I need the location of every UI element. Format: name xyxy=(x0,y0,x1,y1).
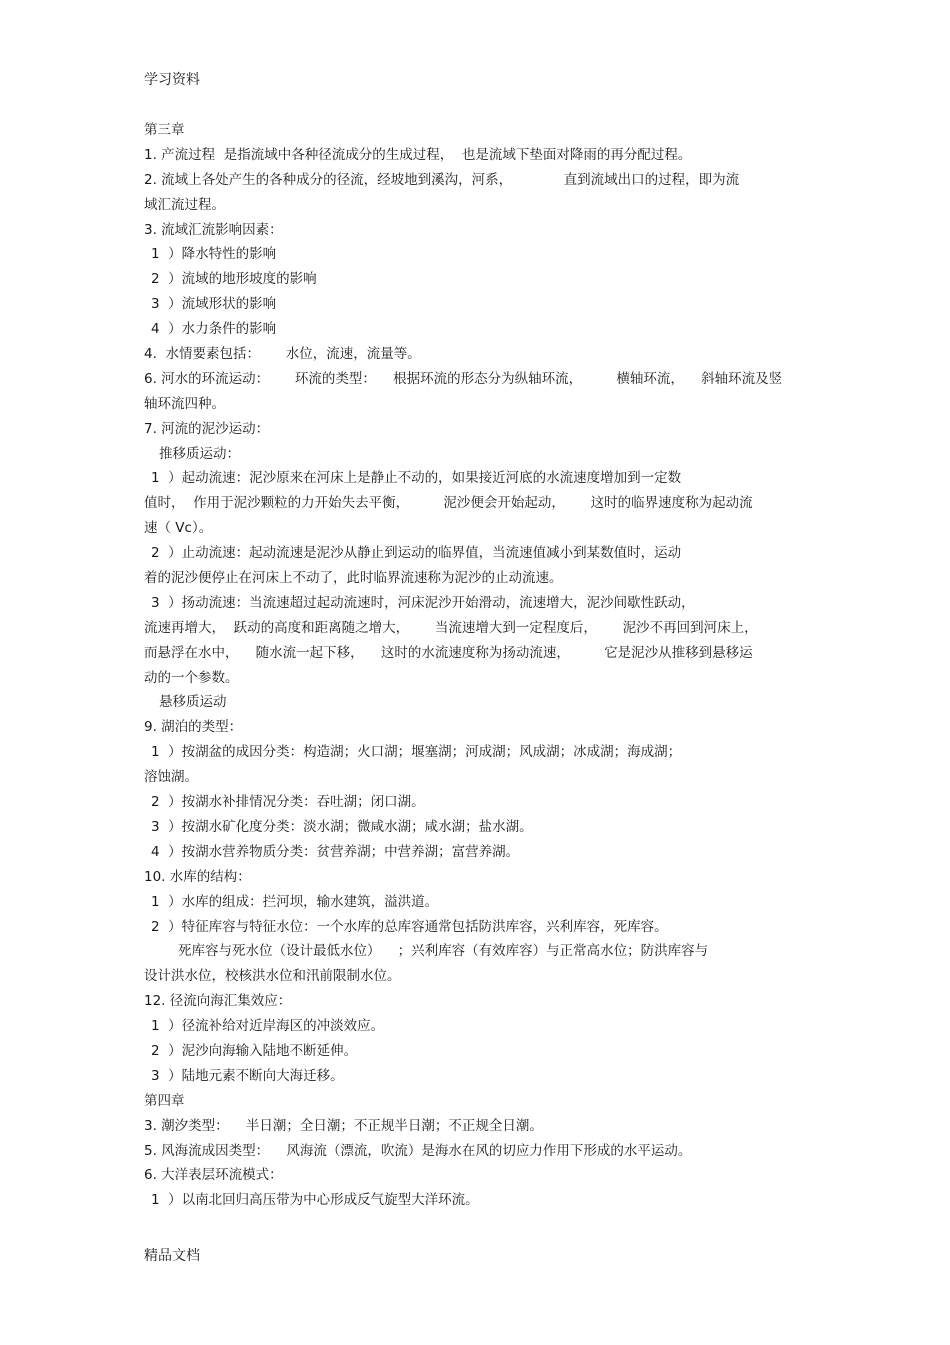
text-line: 5. 风海流成因类型： 风海流（漂流，吹流）是海水在风的切应力作用下形成的水平运动。 xyxy=(144,1142,692,1159)
text-line: 3 ）流域形状的影响 xyxy=(151,296,277,313)
text-line: 而悬浮在水中， 随水流一起下移， 这时的水流速度称为扬动流速， 它是泥沙从推移到悬移运 xyxy=(144,644,753,661)
text-line: 悬移质运动 xyxy=(159,694,227,711)
text-line: 着的泥沙便停止在河床上不动了，此时临界流速称为泥沙的止动流速。 xyxy=(144,570,563,587)
text-line: 第三章 xyxy=(144,122,185,138)
text-line: 1. 产流过程 是指流域中各种径流成分的生成过程， 也是流域下垫面对降雨的再分配过程。 xyxy=(144,146,692,163)
text-line: 2 ）泥沙向海输入陆地不断延伸。 xyxy=(151,1042,358,1059)
text-line: 流速再增大， 跃动的高度和距离随之增大， 当流速增大到一定程度后， 泥沙不再回到河床上， xyxy=(144,619,758,636)
text-line: 3 ）按湖水矿化度分类：淡水湖；微咸水湖；咸水湖；盐水湖。 xyxy=(151,818,533,835)
text-line: 6. 大洋表层环流模式： xyxy=(144,1167,283,1184)
text-line: 4. 水情要素包括： 水位，流速，流量等。 xyxy=(144,346,421,363)
text-line: 4 ）水力条件的影响 xyxy=(151,321,277,338)
text-line: 2 ）特征库容与特征水位：一个水库的总库容通常包括防洪库容，兴利库容，死库容。 xyxy=(151,918,668,935)
text-line: 9. 湖泊的类型： xyxy=(144,719,243,736)
text-line: 1 ）水库的组成：拦河坝，输水建筑，溢洪道。 xyxy=(151,893,439,910)
page-footer: 精品文档 xyxy=(144,1248,200,1264)
text-line: 速（ Vc）。 xyxy=(144,520,213,537)
text-line: 4 ）按湖水营养物质分类：贫营养湖；中营养湖；富营养湖。 xyxy=(151,843,520,860)
text-line: 3. 流域汇流影响因素： xyxy=(144,221,283,238)
text-line: 1 ）降水特性的影响 xyxy=(151,246,277,263)
text-line: 推移质运动： xyxy=(159,445,240,462)
document-body xyxy=(144,118,824,1213)
text-line: 轴环流四种。 xyxy=(144,395,225,412)
text-line: 1 ）按湖盆的成因分类：构造湖；火口湖；堰塞湖；河成湖；风成湖；冰成湖；海成湖； xyxy=(151,744,682,761)
text-line: 6. 河水的环流运动： 环流的类型： 根据环流的形态分为纵轴环流， 横轴环流， 斜轴环流及竖 xyxy=(144,370,783,387)
text-line: 3 ）扬动流速：当流速超过起动流速时，河床泥沙开始滑动，流速增大，泥沙间歇性跃动， xyxy=(151,594,695,611)
text-line: 设计洪水位，校核洪水位和汛前限制水位。 xyxy=(144,968,401,985)
text-line: 2. 流域上各处产生的各种成分的径流，经坡地到溪沟，河系， 直到流域出口的过程，即为流 xyxy=(144,171,740,188)
text-line: 12. 径流向海汇集效应： xyxy=(144,993,292,1010)
text-line: 1 ）径流补给对近岸海区的冲淡效应。 xyxy=(151,1018,385,1035)
text-line: 3 ）陆地元素不断向大海迁移。 xyxy=(151,1067,344,1084)
text-line: 7. 河流的泥沙运动： xyxy=(144,420,270,437)
page-header: 学习资料 xyxy=(144,72,200,88)
text-line: 3. 潮汐类型： 半日潮；全日潮；不正规半日潮；不正规全日潮。 xyxy=(144,1117,543,1134)
text-line: 2 ）按湖水补排情况分类：吞吐湖；闭口湖。 xyxy=(151,794,425,811)
text-line: 值时， 作用于泥沙颗粒的力开始失去平衡， 泥沙便会开始起动， 这时的临界速度称为起动流 xyxy=(144,495,753,512)
text-line: 死库容与死水位（设计最低水位） ；兴利库容（有效库容）与正常高水位；防洪库容与 xyxy=(178,943,709,960)
text-line: 域汇流过程。 xyxy=(144,196,225,213)
text-line: 1 ）起动流速：泥沙原来在河床上是静止不动的，如果接近河底的水流速度增加到一定数 xyxy=(151,470,682,487)
text-line: 2 ）止动流速：起动流速是泥沙从静止到运动的临界值，当流速值减小到某数值时，运动 xyxy=(151,545,682,562)
text-line: 第四章 xyxy=(144,1092,185,1109)
text-line: 溶蚀湖。 xyxy=(144,769,198,786)
text-line: 2 ）流域的地形坡度的影响 xyxy=(151,271,317,288)
text-line: 动的一个参数。 xyxy=(144,669,239,686)
text-line: 1 ）以南北回归高压带为中心形成反气旋型大洋环流。 xyxy=(151,1192,479,1209)
text-line: 10. 水库的结构： xyxy=(144,868,251,885)
